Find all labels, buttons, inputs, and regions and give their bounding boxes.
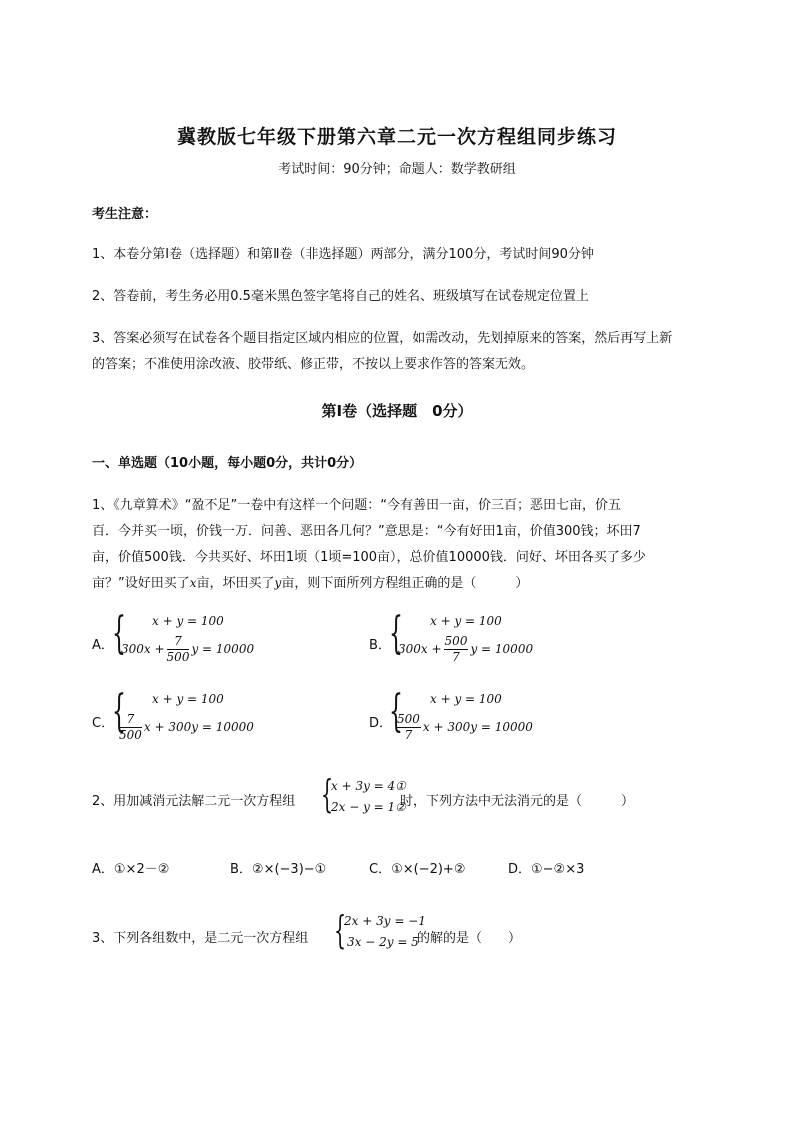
q2-text: 时，下列方法中无法消元的是（ ） [400,794,635,809]
option-b-label: B． [369,638,391,653]
q1-line: 百．今并买一顷，价钱一万．问善、恶田各几何？”意思是：“今有好田1亩，价值300钱；坏田7 [92,524,641,539]
var-x: x [189,576,197,590]
q1-text: 亩，坏田买了 [196,576,275,591]
q1-line: 亩，价值500钱．今共买好、坏田1顷（1顷=100亩），总价值10000钱．问好、坏田各买了多少 [92,550,646,565]
option-a-label: A． [92,638,114,653]
fraction: $\frac{7}{500}$ [119,712,142,742]
equation: x + y = 100 [152,614,224,628]
q3-text: 的解的是（ ） [417,931,522,946]
equation: x + 3y = 4① [331,779,406,793]
equation: x + y = 100 [152,692,224,706]
notice-item: 1、本卷分第I卷（选择题）和第Ⅱ卷（非选择题）两部分，满分100分，考试时间90分钟 [92,247,594,262]
fraction: $\frac{500}{7}$ [444,634,468,664]
brace-icon: { [112,608,126,659]
q2-option-c: C．①×(−2)+② [369,862,466,877]
brace-icon: { [112,686,126,737]
q1-line [92,572,528,591]
equation: x + y = 100 [430,614,502,628]
q3-text: 3、下列各组数中，是二元一次方程组 [92,931,309,946]
option-d-label: D． [369,716,393,731]
equation: 2x + 3y = −1 [344,914,426,928]
section-title: 第I卷（选择题 0分） [321,402,473,420]
equation: $\frac{500}{7}$ x + 300y = 10000 [397,712,533,742]
part-heading: 一、单选题（10小题，每小题0分，共计0分） [92,456,363,471]
fraction: $\frac{500}{7}$ [397,712,420,742]
q2-option-d: D．①−②×3 [508,862,585,877]
q2-option-b: B．②×(−3)−① [230,862,327,877]
equation: 3x − 2y = 5 [347,935,419,949]
brace-icon: { [321,772,334,816]
q1-text: 亩？”设好田买了 [92,576,190,591]
page-subtitle: 考试时间：90分钟；命题人：数学教研组 [278,162,516,177]
equation: x + y = 100 [430,692,502,706]
notice-item: 的答案；不准使用涂改液、胶带纸、修正带，不按以上要求作答的答案无效。 [92,357,535,372]
q2-option-a: A．①×2－② [92,862,170,877]
q1-text: 亩，则下面所列方程组正确的是（ ） [281,576,529,591]
option-c-label: C． [92,716,115,731]
notice-heading: 考生注意： [92,207,158,222]
equation: 300x + $\frac{7}{500}$ y = 10000 [121,634,255,664]
page-title: 冀教版七年级下册第六章二元一次方程组同步练习 [176,126,617,148]
brace-icon: { [334,908,347,952]
brace-icon: { [389,608,403,659]
notice-item: 2、答卷前，考生务必用0.5毫米黑色签字笔将自己的姓名、班级填写在试卷规定位置上 [92,289,589,304]
equation: $\frac{7}{500}$ x + 300y = 10000 [119,712,254,742]
brace-icon: { [389,686,403,737]
var-y: y [274,576,282,590]
fraction: $\frac{7}{500}$ [166,634,190,664]
equation: 2x − y = 1② [331,800,406,814]
q2-text: 2、用加减消元法解二元一次方程组 [92,794,296,809]
notice-item: 3、答案必须写在试卷各个题目指定区域内相应的位置，如需改动，先划掉原来的答案，然后再写上新 [92,331,673,346]
q1-line: 1、《九章算术》“盈不足”一卷中有这样一个问题：“今有善田一亩，价三百；恶田七亩，价五 [92,498,621,513]
equation: 300x + $\frac{500}{7}$ y = 10000 [398,634,534,664]
